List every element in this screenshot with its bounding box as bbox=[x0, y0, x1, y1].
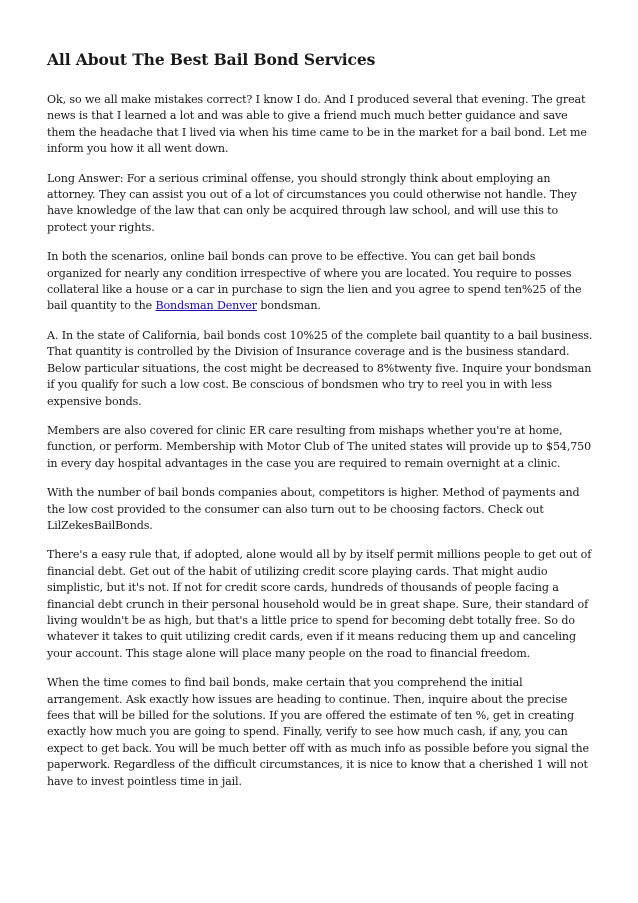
paragraph-6: With the number of bail bonds companies about, competitors is higher. Method of payments and the low cost provided to the consumer can also turn out to be choosing factors. Check out LilZekesBailBonds. bbox=[47, 486, 580, 532]
paragraph-3 bbox=[47, 249, 593, 315]
bondsman-denver-link[interactable]: Bondsman Denver bbox=[155, 299, 257, 313]
paragraph-1: Ok, so we all make mistakes correct? I know I do. And I produced several that evening. The great news is that I learned a lot and was able to give a friend much much better guidance and save them the headache that I lived via when his time came to be in the market for a bail bond. Let me inform you how it all went down. bbox=[47, 93, 587, 156]
paragraph-4: A. In the state of California, bail bonds cost 10%25 of the complete bail quantity to a bail business. That quantity is controlled by the Division of Insurance coverage and is the business standard. Below particular situations, the cost might be decreased to 8%twenty five. Inquire your bondsman if you qualify for such a low cost. Be conscious of bondsmen who try to reel you in with less expensive bonds. bbox=[47, 328, 593, 408]
page-title: All About The Best Bail Bond Services bbox=[47, 50, 376, 69]
paragraph-8: When the time comes to find bail bonds, make certain that you comprehend the initial arrangement. Ask exactly how issues are heading to continue. Then, inquire about the precise fees that will be billed for the solutions. If you are offered the estimate of ten %, get in creating exactly how much you are going to spend. Finally, verify to see how much cash, if any, you can expect to get back. You will be much better off with as much info as possible before you signal the paperwork. Regardless of the difficult circumstances, it is nice to know that a cherished 1 will not have to invest pointless time in jail. bbox=[47, 676, 589, 788]
document-page bbox=[47, 50, 593, 803]
paragraph-5: Members are also covered for clinic ER care resulting from mishaps whether you're at home, function, or perform. Membership with Motor Club of The united states will provide up to $54,750 in every day hospital advantages in the case you are required to remain overnight at a clinic. bbox=[47, 423, 592, 470]
paragraph-3-text-after: bondsman. bbox=[256, 299, 321, 313]
paragraph-2: Long Answer: For a serious criminal offense, you should strongly think about employing an attorney. They can assist you out of a lot of circumstances you could otherwise not handle. They have knowledge of the law that can only be acquired through law school, and will use this to protect your rights. bbox=[47, 171, 577, 234]
paragraph-3-text-before: In both the scenarios, online bail bonds can prove to be effective. You can get bail bonds organized for nearly any condition irrespective of where you are located. You require to posses collateral like a house or a car in purchase to sign the lien and you agree to spend ten%25 of the bail quantity to the bbox=[47, 250, 582, 313]
paragraph-7: There's a easy rule that, if adopted, alone would all by by itself permit millions people to get out of financial debt. Get out of the habit of utilizing credit score playing cards. That might audio simplistic, but it's not. If not for credit score cards, hundreds of thousands of people facing a financial debt crunch in their personal household would be in great shape. Sure, their standard of living wouldn't be as high, but that's a little price to spend for becoming debt totally free. So do whatever it takes to quit utilizing credit cards, even if it means reducing them up and canceling your account. This stage alone will place many people on the road to financial freedom. bbox=[47, 548, 592, 660]
